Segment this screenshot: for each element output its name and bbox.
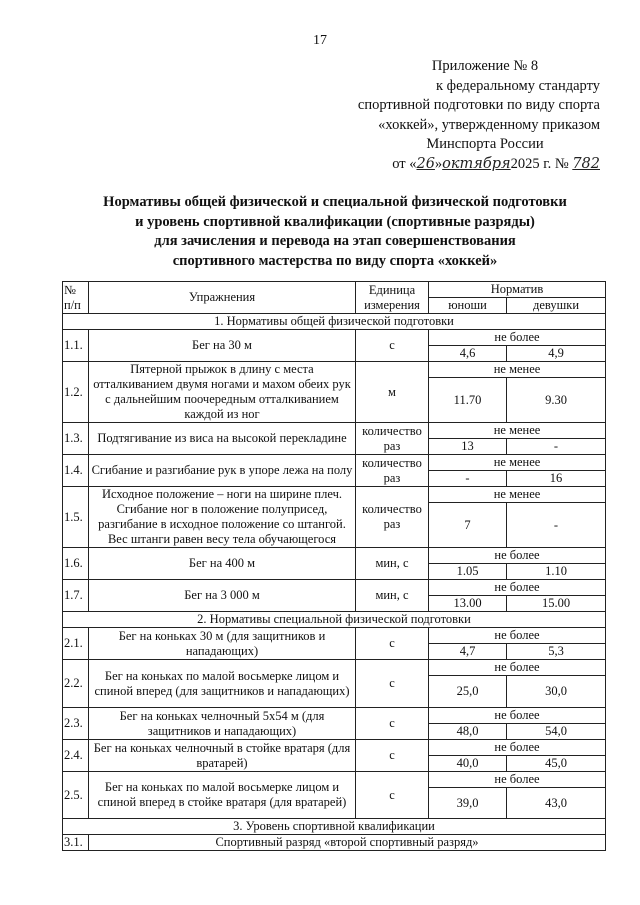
exercise-name: Бег на коньках 30 м (для защитников и нападающих) (89, 628, 356, 660)
table-row (63, 708, 606, 724)
value-boys: 4,7 (429, 644, 507, 660)
value-boys: 7 (429, 503, 507, 548)
exercise-name: Бег на коньках по малой восьмерке лицом и спиной вперед (для защитников и нападающих) (89, 660, 356, 708)
table-row (63, 772, 606, 788)
exercise-name: Бег на 400 м (89, 548, 356, 580)
unit: с (356, 740, 429, 772)
page-number: 17 (313, 33, 327, 48)
section-row (63, 612, 606, 628)
unit: с (356, 330, 429, 362)
order-number: 782 (572, 155, 600, 172)
row-number: 2.4. (63, 740, 89, 772)
row-number: 2.3. (63, 708, 89, 740)
appendix-line: «хоккей», утвержденному приказом (378, 116, 600, 133)
value-girls: 30,0 (507, 676, 606, 708)
section-title: 1. Нормативы общей физической подготовки (63, 314, 606, 330)
row-number: 1.5. (63, 487, 89, 548)
norm-condition: не более (429, 708, 606, 724)
exercise-name: Подтягивание из виса на высокой перекладине (89, 423, 356, 455)
table-header-row (63, 282, 606, 298)
appendix-number: Приложение № 8 (431, 58, 539, 74)
row-number: 2.5. (63, 772, 89, 819)
table-row (63, 455, 606, 471)
header-girls: девушки (507, 298, 606, 314)
title-line: для зачисления и перевода на этап совершенствования (154, 233, 516, 249)
exercise-name: Сгибание и разгибание рук в упоре лежа на полу (89, 455, 356, 487)
document-title (60, 193, 610, 271)
appendix-line: к федеральному стандарту (436, 77, 600, 94)
header-num: № п/п (63, 282, 89, 314)
unit: количество раз (356, 487, 429, 548)
norm-condition: не более (429, 660, 606, 676)
norm-condition: не более (429, 628, 606, 644)
header-unit: Единица измерения (356, 282, 429, 314)
value-boys: 25,0 (429, 676, 507, 708)
norm-condition: не более (429, 740, 606, 756)
date-prefix: от « (392, 155, 417, 172)
norm-condition: не более (429, 330, 606, 346)
table-row (63, 580, 606, 596)
row-number: 2.1. (63, 628, 89, 660)
exercise-name: Исходное положение – ноги на ширине плеч. Сгибание ног в положение полуприсед, разгибание в исходное положение со штангой. Вес штанги равен весу тела обучающегося (89, 487, 356, 548)
value-girls: 4,9 (507, 346, 606, 362)
value-girls: 54,0 (507, 724, 606, 740)
appendix-block (330, 57, 600, 174)
order-date-line (330, 155, 600, 175)
value-boys: 48,0 (429, 724, 507, 740)
value-girls: 45,0 (507, 756, 606, 772)
value-girls: 5,3 (507, 644, 606, 660)
value-boys: 13 (429, 439, 507, 455)
value-girls: 1.10 (507, 564, 606, 580)
row-number: 1.3. (63, 423, 89, 455)
norm-condition: не более (429, 772, 606, 788)
appendix-line: спортивной подготовки по виду спорта (357, 97, 600, 113)
value-girls: 16 (507, 471, 606, 487)
unit: количество раз (356, 455, 429, 487)
exercise-name: Пятерной прыжок в длину с места отталкиванием двумя ногами и махом обеих рук с дальнейшим поочередным отталкиванием каждой из ног (89, 362, 356, 423)
value-boys: - (429, 471, 507, 487)
row-number: 1.7. (63, 580, 89, 612)
row-number: 1.6. (63, 548, 89, 580)
appendix-line: Минспорта России (426, 136, 544, 152)
value-girls: 15.00 (507, 596, 606, 612)
table-row (63, 423, 606, 439)
table-row (63, 330, 606, 346)
title-line: и уровень спортивной квалификации (спортивные разряды) (135, 213, 535, 230)
norm-condition: не менее (429, 455, 606, 471)
value-boys: 4,6 (429, 346, 507, 362)
table-row (63, 835, 606, 851)
value-boys: 1.05 (429, 564, 507, 580)
row-number: 1.2. (63, 362, 89, 423)
exercise-name: Бег на коньках челночный 5x54 м (для защитников и нападающих) (89, 708, 356, 740)
section-title: 2. Нормативы специальной физической подготовки (63, 612, 606, 628)
value-girls: - (507, 503, 606, 548)
title-line: Нормативы общей физической и специальной физической подготовки (103, 194, 567, 210)
unit: мин, с (356, 580, 429, 612)
row-number: 3.1. (63, 835, 89, 851)
table-row (63, 660, 606, 676)
value-boys: 11.70 (429, 378, 507, 423)
section-title: 3. Уровень спортивной квалификации (63, 819, 606, 835)
unit: с (356, 772, 429, 819)
section-row (63, 314, 606, 330)
unit: мин, с (356, 548, 429, 580)
row-number: 2.2. (63, 660, 89, 708)
date-month: октября (442, 155, 511, 172)
row-number: 1.1. (63, 330, 89, 362)
unit: м (356, 362, 429, 423)
value-boys: 40,0 (429, 756, 507, 772)
value-girls: - (507, 439, 606, 455)
table-row (63, 487, 606, 503)
title-line: спортивного мастерства по виду спорта «хоккей» (172, 252, 498, 269)
table-row (63, 740, 606, 756)
value-girls: 9.30 (507, 378, 606, 423)
unit: с (356, 628, 429, 660)
norm-condition: не менее (429, 487, 606, 503)
row-number: 1.4. (63, 455, 89, 487)
norm-condition: не более (429, 580, 606, 596)
unit: с (356, 708, 429, 740)
norm-condition: не менее (429, 423, 606, 439)
date-day: 26 (416, 155, 435, 172)
date-year: 2025 г. № (510, 155, 569, 172)
header-boys: юноши (429, 298, 507, 314)
value-girls: 43,0 (507, 788, 606, 819)
exercise-name: Бег на 3 000 м (89, 580, 356, 612)
value-boys: 13.00 (429, 596, 507, 612)
exercise-name: Бег на коньках челночный в стойке вратаря (для вратарей) (89, 740, 356, 772)
table-row (63, 362, 606, 378)
unit: с (356, 660, 429, 708)
norm-condition: не более (429, 548, 606, 564)
header-exercise: Упражнения (89, 282, 356, 314)
date-mid: » (434, 155, 443, 172)
unit: количество раз (356, 423, 429, 455)
section-row (63, 819, 606, 835)
exercise-name: Бег на 30 м (89, 330, 356, 362)
value-boys: 39,0 (429, 788, 507, 819)
row-text: Спортивный разряд «второй спортивный разряд» (89, 835, 606, 851)
exercise-name: Бег на коньках по малой восьмерке лицом и спиной вперед в стойке вратаря (для вратарей) (89, 772, 356, 819)
header-norm: Норматив (429, 282, 606, 298)
standards-table (62, 281, 606, 851)
table-row (63, 628, 606, 644)
table-row (63, 548, 606, 564)
norm-condition: не менее (429, 362, 606, 378)
